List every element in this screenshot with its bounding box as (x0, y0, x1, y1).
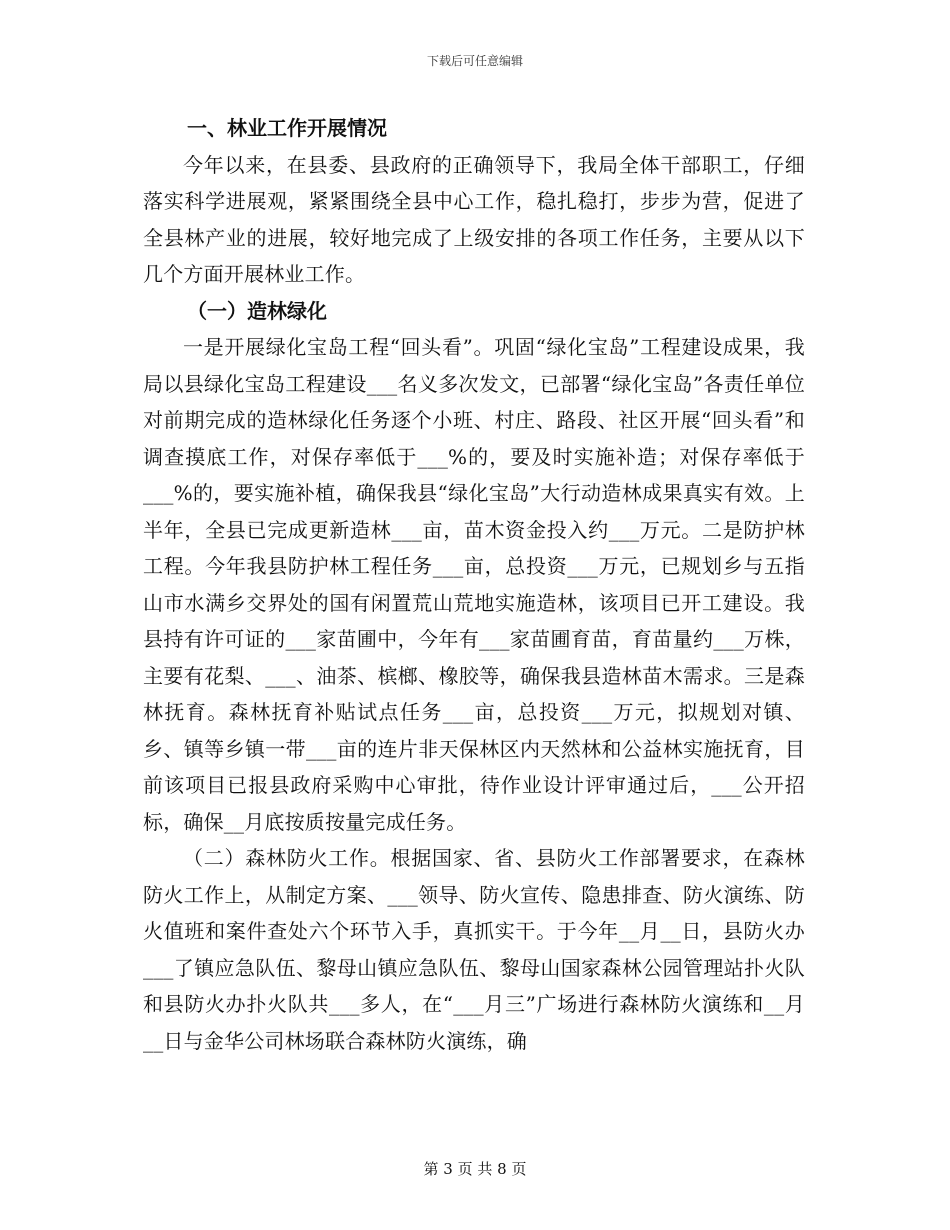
fire-prevention-paragraph: （二）森林防火工作。根据国家、省、县防火工作部署要求，在森林防火工作上，从制定方案、___领导、防火宣传、隐患排查、防火演练、防火值班和案件查处六个环节入手，真抓实干。于今年__月__日，县防火办___了镇应急队伍、黎母山镇应急队伍、黎母山国家森林公园管理站扑火队和县防火办扑火队共___多人，在“___月三”广场进行森林防火演练和__月__日与金华公司林场联合森林防火演练，确 (143, 846, 805, 1053)
intro-paragraph: 今年以来，在县委、县政府的正确领导下，我局全体干部职工，仔细落实科学进展观，紧紧围绕全县中心工作，稳扎稳打，步步为营，促进了全县林产业的进展，较好地完成了上级安排的各项工作任务，主要从以下几个方面开展林业工作。 (143, 152, 805, 286)
section-heading: 一、林业工作开展情况 (187, 116, 387, 140)
page-header-note: 下载后可任意编辑 (426, 54, 523, 68)
document-body (143, 110, 805, 1059)
afforestation-paragraph: 一是开展绿化宝岛工程“回头看”。巩固“绿化宝岛”工程建设成果，我局以县绿化宝岛工程建设___名义多次发文，已部署“绿化宝岛”各责任单位对前期完成的造林绿化任务逐个小班、村庄、路段、社区开展“回头看”和调查摸底工作，对保存率低于___%的，要及时实施补造；对保存率低于___%的，要实施补植，确保我县“绿化宝岛”大行动造林成果真实有效。上半年，全县已完成更新造林___亩，苗木资金投入约___万元。二是防护林工程。今年我县防护林工程任务___亩，总投资___万元，已规划乡与五指山市水满乡交界处的国有闲置荒山荒地实施造林，该项目已开工建设。我县持有许可证的___家苗圃中，今年有___家苗圃育苗，育苗量约___万株，主要有花梨、___、油茶、槟榔、橡胶等，确保我县造林苗木需求。三是森林抚育。森林抚育补贴试点任务___亩，总投资___万元，拟规划对镇、乡、镇等乡镇一带___亩的连片非天保林区内天然林和公益林实施抚育，目前该项目已报县政府采购中心审批，待作业设计评审通过后，___公开招标，确保__月底按质按量完成任务。 (143, 335, 805, 834)
subsection-heading: （一）造林绿化 (187, 298, 327, 323)
page-number: 第 3 页 共 8 页 (423, 1160, 527, 1178)
